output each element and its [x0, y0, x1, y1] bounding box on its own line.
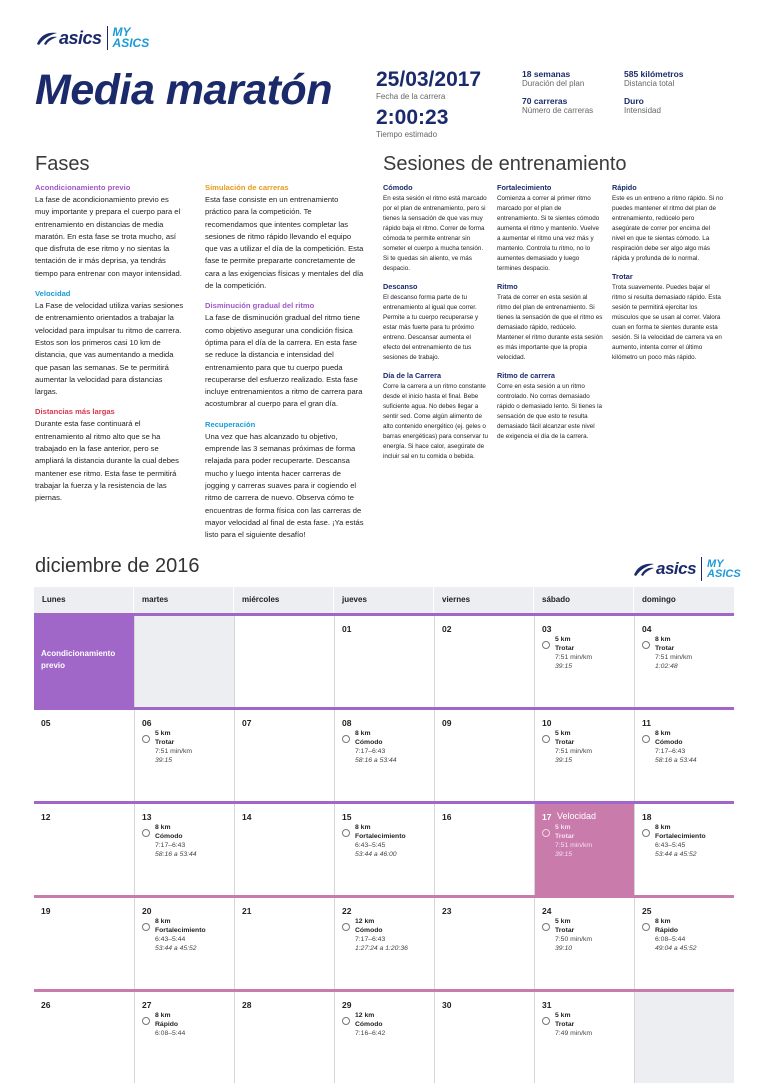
workout-details	[355, 917, 408, 953]
my-asics-wordmark: MY ASICS	[112, 24, 150, 50]
day-number: 27	[142, 1000, 152, 1010]
day-number: 11	[642, 718, 651, 728]
asics-stripes-icon	[35, 30, 59, 46]
calendar-day[interactable]	[434, 710, 534, 801]
day-number: 16	[442, 812, 452, 822]
workout-details	[155, 729, 192, 765]
workout-distance: 8 km	[155, 824, 171, 831]
workout-type: Fortalecimiento	[655, 833, 706, 840]
day-number: 26	[41, 1000, 51, 1010]
workout-pace: 7:49 min/km	[555, 1030, 593, 1037]
workout-distance: 8 km	[655, 918, 671, 925]
day-number: 18	[642, 812, 652, 822]
checkbox-circle-icon[interactable]	[542, 735, 550, 743]
workout-distance: 8 km	[155, 1012, 171, 1019]
workout-time: 39:15	[555, 757, 573, 764]
workout-time: 39:15	[155, 757, 173, 764]
workout-type: Fortalecimiento	[155, 927, 206, 934]
workout-time: 53:44 a 45:52	[155, 945, 197, 952]
workout[interactable]	[542, 1011, 592, 1038]
workout-pace: 7:50 min/km	[555, 936, 593, 943]
calendar-day[interactable]	[34, 898, 134, 989]
checkbox-circle-icon[interactable]	[142, 735, 150, 743]
calendar-day[interactable]	[134, 804, 234, 895]
calendar-day	[134, 616, 234, 707]
asics-wordmark: asics	[656, 559, 697, 578]
checkbox-circle-icon[interactable]	[142, 829, 150, 837]
workout-details	[355, 1011, 385, 1038]
checkbox-circle-icon[interactable]	[642, 829, 650, 837]
day-number: 09	[442, 718, 452, 728]
workout-time: 39:15	[555, 851, 573, 858]
workout[interactable]	[142, 1011, 185, 1038]
calendar-day[interactable]	[534, 898, 634, 989]
calendar-day[interactable]	[234, 616, 334, 707]
day-number: 07	[242, 718, 252, 728]
day-number: 06	[142, 718, 152, 728]
weekday-viernes: viernes	[434, 587, 534, 613]
workout-pace: 6:08–5:44	[655, 936, 686, 943]
calendar-day[interactable]	[634, 898, 734, 989]
day-number: 29	[342, 1000, 352, 1010]
checkbox-circle-icon[interactable]	[342, 735, 350, 743]
fase-distancias: Distancias más largas Durante esta fase continuará el entrenamiento al ritmo alto que se ha trabajado en la fase anterior, pero se ampliará la distancia durante la cual debes mantener ese ritmo. Esta fase te permitirá trabajar la fuerza y la resistencia de las piernas.	[35, 407, 179, 503]
workout[interactable]	[342, 823, 406, 859]
calendar-day	[634, 992, 734, 1083]
workout[interactable]	[542, 917, 592, 953]
fases-heading: Fases	[35, 153, 90, 175]
day-number: 02	[442, 624, 452, 634]
checkbox-circle-icon[interactable]	[542, 1017, 550, 1025]
workout-pace: 6:43–5:45	[655, 842, 686, 849]
workout[interactable]	[642, 635, 692, 671]
workout-row	[642, 917, 697, 953]
phase-label: Acondicionamiento previo	[41, 649, 116, 670]
workout[interactable]	[342, 917, 408, 953]
workout-type: Cómodo	[355, 927, 383, 934]
weekday-martes: martes	[134, 587, 234, 613]
weeks-block: 18 semanas Duración del plan	[522, 69, 585, 88]
workout-row	[542, 635, 592, 671]
workout-details	[655, 823, 706, 859]
workout-row	[342, 823, 406, 859]
workout[interactable]	[642, 729, 697, 765]
workout-distance: 5 km	[555, 918, 571, 925]
calendar-day[interactable]	[534, 710, 634, 801]
workout-type: Trotar	[555, 645, 575, 652]
day-number: 10	[542, 718, 552, 728]
day-number: 17	[542, 812, 552, 822]
calendar-day[interactable]	[434, 992, 534, 1083]
workout-row	[542, 729, 592, 765]
workout-details	[555, 1011, 592, 1038]
workout-details	[155, 1011, 185, 1038]
weekday-lunes: Lunes	[34, 587, 134, 613]
workout-type: Cómodo	[355, 1021, 383, 1028]
workout-time: 1:27:24 a 1:20:36	[355, 945, 408, 952]
day-number: 15	[342, 812, 352, 822]
workout-details	[655, 917, 697, 953]
calendar-day[interactable]	[434, 616, 534, 707]
estimated-time: 2:00:23	[376, 106, 449, 129]
day-number: 13	[142, 812, 152, 822]
sesiones-col-1: Cómodo En esta sesión el ritmo está marcado por el plan de entrenamiento, pero si tienes la sensación de que vas muy rápido baja el ritmo. Correr de forma cómoda te permite entrenar sin someter el cuerpo a mucha tensión. Si te quedas sin aliento, ve más despacio. Descanso El descanso forma parte de tu entrenamiento al igual que correr. Permite a tu cuerpo recuperarse y estar más fuerte para tu próximo entreno. Descansar aumenta el efecto del entrenamiento de tus sesiones de trabajo. Día de la Carrera Corre la carrera a un ritmo constante desde el inicio hasta el final. Bebe suficiente agua. No debes llegar a sentir sed. Come algún alimento de alto contenido energético (ej. geles o barras energéticas) para conservar tu energía. Si hace calor, asegúrate de incluir sal en tu comida o bebida.	[383, 183, 488, 460]
asics-wordmark: asics	[59, 27, 102, 48]
calendar-day[interactable]	[234, 992, 334, 1083]
workout[interactable]	[142, 729, 192, 765]
workout-row	[342, 1011, 385, 1038]
calendar-day[interactable]	[34, 710, 134, 801]
calendar-weekday-header	[34, 587, 734, 613]
race-date-block	[376, 68, 481, 101]
checkbox-circle-icon[interactable]	[342, 1017, 350, 1025]
workout-type: Trotar	[555, 833, 575, 840]
calendar-day[interactable]	[534, 616, 634, 707]
workout-time: 58:16 a 53:44	[355, 757, 397, 764]
workout[interactable]	[542, 635, 592, 671]
workout-details	[355, 823, 406, 859]
workout-pace: 7:51 min/km	[655, 654, 693, 661]
fase-disminucion: Disminución gradual del ritmo La fase de disminución gradual del ritmo tiene como objetivo asegurar una condición física óptima para el día de la carrera. En esta fase se reduce la distancia e intensidad del entrenamiento para que tu cuerpo pueda recuperarse del esfuerzo realizado. Esta fase incluye entrenamientos a ritmo de carrera para acostumbrar al cuerpo para el gran día.	[205, 301, 363, 409]
calendar-day[interactable]	[34, 992, 134, 1083]
workout-details	[655, 635, 692, 671]
workout-pace: 6:08–5:44	[155, 1030, 186, 1037]
weekday-miercoles: miércoles	[234, 587, 334, 613]
workout-row	[542, 823, 592, 859]
asics-logo-calendar	[632, 556, 741, 582]
workout-row	[142, 823, 197, 859]
calendar-day[interactable]	[534, 992, 634, 1083]
calendar-day[interactable]	[134, 992, 234, 1083]
workout-distance: 8 km	[355, 730, 371, 737]
workout-type: Trotar	[555, 1021, 575, 1028]
checkbox-circle-icon[interactable]	[342, 829, 350, 837]
asics-stripes-icon	[632, 561, 656, 577]
checkbox-circle-icon[interactable]	[542, 923, 550, 931]
workout-type: Trotar	[555, 739, 575, 746]
workout-details	[355, 729, 397, 765]
workout-type: Trotar	[555, 927, 575, 934]
workout-distance: 8 km	[655, 636, 671, 643]
day-number: 28	[242, 1000, 252, 1010]
workout-type: Cómodo	[655, 739, 683, 746]
workout-time: 39:15	[555, 663, 573, 670]
day-number: 03	[542, 624, 552, 634]
workout[interactable]	[542, 823, 592, 859]
distance-block: 585 kilómetros Distancia total	[624, 69, 684, 88]
checkbox-circle-icon[interactable]	[642, 735, 650, 743]
workout-row	[642, 635, 692, 671]
calendar-day[interactable]	[134, 898, 234, 989]
day-number: 25	[642, 906, 652, 916]
fases-col-2	[205, 183, 365, 541]
workout-distance: 8 km	[355, 824, 371, 831]
calendar-day[interactable]	[434, 898, 534, 989]
sesiones-col-3: Rápido Este es un entreno a ritmo rápido. Si no puedes mantener el ritmo del plan de entrenamiento, redúcelo pero asegúrate de correr por encima del nivel en que te sientas cómodo. La respiración debe ser algo algo más rápida y profunda de lo normal. Trotar Trota suavemente. Puedes bajar el ritmo si resulta demasiado rápido. Esta sesión te permitirá ejercitar los músculos que se usan al correr. Valora cuan en forma te sientes durante esta sesión. Si la velocidad de carrera va en aumento, intenta correr el último kilómetro un poco más rápido.	[612, 183, 723, 361]
workout-details	[655, 729, 697, 765]
day-number: 14	[242, 812, 252, 822]
sesiones-heading: Sesiones de entrenamiento	[383, 153, 627, 175]
day-number: 05	[41, 718, 51, 728]
workout-type: Rápido	[155, 1021, 179, 1028]
races-block: 70 carreras Número de carreras	[522, 96, 594, 115]
calendar-day[interactable]	[634, 616, 734, 707]
workout-time: 1:02:48	[655, 663, 678, 670]
calendar-day[interactable]	[334, 992, 434, 1083]
fase-velocidad: Velocidad La Fase de velocidad utiliza varias sesiones de entrenamiento orientados a trabajar la velocidad para impulsar tu ritmo de carrera. Estos son los primeros casi 10 km de distancia, que vas aumentando a medida que pasan las semanas. Se te permitirá aumentar la velocidad para distancias largas.	[35, 289, 184, 397]
workout-pace: 6:43–5:45	[355, 842, 386, 849]
weekday-sabado: sábado	[534, 587, 634, 613]
calendar-day[interactable]	[334, 898, 434, 989]
workout-row	[542, 917, 592, 953]
workout-distance: 5 km	[555, 730, 571, 737]
workout-row	[342, 729, 397, 765]
workout-pace: 7:17–6:43	[155, 842, 186, 849]
workout-pace: 7:17–6:43	[655, 748, 686, 755]
workout-type: Fortalecimiento	[355, 833, 406, 840]
workout-time: 58:16 a 53:44	[655, 757, 697, 764]
day-number: 31	[542, 1000, 552, 1010]
workout-type: Trotar	[655, 645, 675, 652]
race-date: 25/03/2017	[376, 68, 482, 91]
workout-row	[142, 917, 206, 953]
calendar-day[interactable]	[234, 804, 334, 895]
day-number: 19	[41, 906, 51, 916]
workout-time: 58:16 a 53:44	[155, 851, 197, 858]
day-number: 20	[142, 906, 152, 916]
workout-details	[155, 917, 206, 953]
calendar-day[interactable]	[34, 804, 134, 895]
calendar-day[interactable]	[234, 898, 334, 989]
workout-row	[642, 729, 697, 765]
workout-pace: 7:51 min/km	[555, 842, 593, 849]
day-number: 24	[542, 906, 552, 916]
calendar-day[interactable]	[334, 804, 434, 895]
fase-acondicionamiento: Acondicionamiento previo La fase de acondicionamiento previo es muy importante y prepara el cuerpo para el entrenamiento en distancias de media maratón. En esta fase se trota mucho, así que disfruta de ese ritmo y no sientas la tentación de ir más deprisa, ya tendrás tiempo para entrenar con mayor intensidad.	[35, 183, 182, 278]
checkbox-circle-icon[interactable]	[642, 923, 650, 931]
workout-type: Cómodo	[155, 833, 183, 840]
workout[interactable]	[342, 729, 397, 765]
workout-details	[155, 823, 197, 859]
workout[interactable]	[142, 917, 206, 953]
day-number: 12	[41, 812, 51, 822]
workout-details	[555, 729, 592, 765]
workout-details	[555, 917, 592, 953]
intensity-block: Duro Intensidad	[624, 96, 661, 115]
day-number: 30	[442, 1000, 452, 1010]
page-title: Media maratón	[35, 66, 332, 114]
workout-time: 39:10	[555, 945, 573, 952]
workout-distance: 5 km	[555, 1012, 571, 1019]
phase-cell	[34, 616, 134, 707]
day-number: 23	[442, 906, 452, 916]
workout-distance: 5 km	[155, 730, 171, 737]
day-number: 01	[342, 624, 352, 634]
workout[interactable]	[342, 1011, 385, 1038]
workout-type: Trotar	[155, 739, 175, 746]
workout-time: 53:44 a 45:52	[655, 851, 697, 858]
sesiones-col-2: Fortalecimiento Comienza a correr al primer ritmo marcado por el plan de entrenamiento. Si te sientes cómodo aumenta el ritmo y mantenlo. Vuelve a aumentar el ritmo una vez más y mantenlo. Controla tu ritmo, no lo aumentes demasiado y luego termines despacio. Ritmo Trata de correr en esta sesión al ritmo del plan de entrenamiento. Si tienes la sensación de que el ritmo es demasiado rápido, redúcelo. Mantener el ritmo durante esta sesión es más importante que la propia velocidad. Ritmo de carrera Corre en esta sesión a un ritmo controlado. No corras demasiado rápido o demasiado lento. Si tienes la sensación de que esto te resulta demasiado fácil alcanzar este nivel de exigencia el día de la carrera.	[497, 183, 603, 440]
workout-pace: 7:16–6:42	[355, 1030, 386, 1037]
estimated-time-block	[376, 106, 448, 139]
fase-recuperacion: Recuperación Una vez que has alcanzado tu objetivo, emprende las 3 semanas próximas de forma relajada para poder recuperarte. Descansa mucho y luego intenta hacer carreras de jogging y carreras suaves para ir cogiendo el ritmo de carrera de nuevo. Observa cómo te encuentras de forma física con las carreras de mayor velocidad al final de esta fase. ¡Ya estás listo para el siguiente desafío!	[205, 419, 364, 540]
workout-pace: 6:43–5:44	[155, 936, 186, 943]
workout-details	[555, 823, 592, 859]
fase-simulacion: Simulación de carreras Esta fase consiste en un entrenamiento práctico para la competición. Te recomendamos que intentes completar las sesiones de ritmo rápido llevando el equipo que vas a utilizar el día de la competición. Esta fase te permite prepararte concretamente de cara a las exigencias físicas y mentales del día de la competición.	[205, 183, 364, 291]
race-date-label: Fecha de la carrera	[376, 92, 446, 101]
estimated-time-label: Tiempo estimado	[376, 130, 438, 139]
workout-time: 49:04 a 45:52	[655, 945, 697, 952]
checkbox-circle-icon[interactable]	[142, 1017, 150, 1025]
calendar-day[interactable]	[334, 710, 434, 801]
workout-row	[142, 729, 192, 765]
checkbox-circle-icon[interactable]	[542, 829, 550, 837]
workout[interactable]	[642, 917, 697, 953]
weekday-jueves: jueves	[334, 587, 434, 613]
day-number: 04	[642, 624, 652, 634]
workout-type: Rápido	[655, 927, 679, 934]
checkbox-circle-icon[interactable]	[342, 923, 350, 931]
weekday-domingo: domingo	[642, 595, 676, 604]
calendar-day[interactable]	[134, 710, 234, 801]
checkbox-circle-icon[interactable]	[642, 641, 650, 649]
calendar-day[interactable]	[534, 804, 634, 895]
workout-row	[342, 917, 408, 953]
calendar-day[interactable]	[634, 710, 734, 801]
workout-row	[642, 823, 706, 859]
fases-col-1	[35, 183, 185, 505]
checkbox-circle-icon[interactable]	[542, 641, 550, 649]
workout[interactable]	[642, 823, 706, 859]
workout-distance: 8 km	[155, 918, 171, 925]
workout-distance: 8 km	[655, 824, 671, 831]
workout[interactable]	[142, 823, 197, 859]
workout-pace: 7:51 min/km	[555, 748, 593, 755]
workout-row	[142, 1011, 185, 1038]
day-number: 22	[342, 906, 352, 916]
workout-type: Cómodo	[355, 739, 383, 746]
day-number: 08	[342, 718, 352, 728]
calendar-month: diciembre de 2016	[35, 555, 200, 577]
my-asics-wordmark: MY ASICS	[707, 557, 741, 580]
workout-pace: 7:17–6:43	[355, 936, 386, 943]
workout-distance: 5 km	[555, 636, 571, 643]
checkbox-circle-icon[interactable]	[142, 923, 150, 931]
workout-distance: 12 km	[355, 1012, 375, 1019]
calendar-day[interactable]	[634, 804, 734, 895]
workout-pace: 7:17–6:43	[355, 748, 386, 755]
asics-logo	[35, 24, 149, 52]
workout-distance: 5 km	[555, 824, 571, 831]
calendar-day[interactable]	[434, 804, 534, 895]
workout-pace: 7:51 min/km	[555, 654, 593, 661]
workout-pace: 7:51 min/km	[155, 748, 193, 755]
calendar-day[interactable]	[334, 616, 434, 707]
day-number: 21	[242, 906, 252, 916]
phase-label-velocidad: Velocidad	[557, 811, 597, 821]
workout-details	[555, 635, 592, 671]
workout-row	[542, 1011, 592, 1038]
workout-distance: 12 km	[355, 918, 375, 925]
workout-distance: 8 km	[655, 730, 671, 737]
calendar-day[interactable]	[234, 710, 334, 801]
workout[interactable]	[542, 729, 592, 765]
workout-time: 53:44 a 46:00	[355, 851, 397, 858]
